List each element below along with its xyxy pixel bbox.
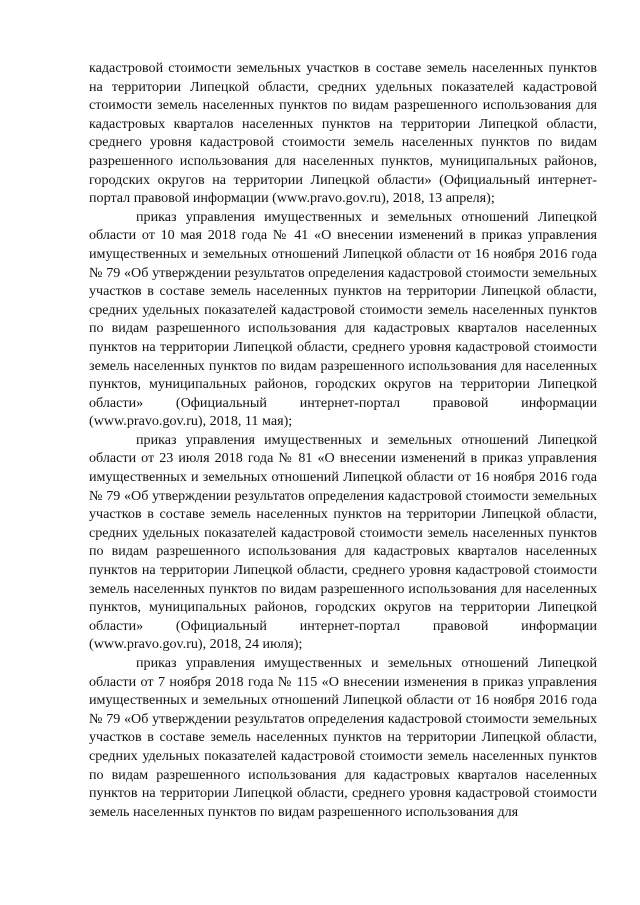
document-body xyxy=(89,59,597,821)
paragraph-4: приказ управления имущественных и земельных отношений Липецкой области от 7 ноября 2018 года № 115 «О внесении изменения в приказ управления имущественных и земельных отношений Липецкой области от 16 ноября 2016 года № 79 «Об утверждении результатов определения кадастровой стоимости земельных участков в составе земель населенных пунктов на территории Липецкой области, средних удельных показателей кадастровой стоимости земель населенных пунктов по видам разрешенного использования для кадастровых кварталов населенных пунктов на территории Липецкой области, среднего уровня кадастровой стоимости земель населенных пунктов по видам разрешенного использования для xyxy=(89,655,597,820)
paragraph-1: кадастровой стоимости земельных участков в составе земель населенных пунктов на территории Липецкой области, средних удельных показателей кадастровой стоимости земель населенных пунктов по видам разрешенного использования для кадастровых кварталов населенных пунктов на территории Липецкой области, среднего уровня кадастровой стоимости земель населенных пунктов по видам разрешенного использования для населенных пунктов, муниципальных районов, городских округов на территории Липецкой области» (Официальный интернет-портал правовой информации (www.pravo.gov.ru), 2018, 13 апреля); xyxy=(89,60,597,207)
paragraph-3: приказ управления имущественных и земельных отношений Липецкой области от 23 июля 2018 года № 81 «О внесении изменений в приказ управления имущественных и земельных отношений Липецкой области от 16 ноября 2016 года № 79 «Об утверждении результатов определения кадастровой стоимости земельных участков в составе земель населенных пунктов на территории Липецкой области, средних удельных показателей кадастровой стоимости земель населенных пунктов по видам разрешенного использования для кадастровых кварталов населенных пунктов на территории Липецкой области, среднего уровня кадастровой стоимости земель населенных пунктов по видам разрешенного использования для населенных пунктов, муниципальных районов, городских округов на территории Липецкой области» (Официальный интернет-портал правовой информации (www.pravo.gov.ru), 2018, 24 июля); xyxy=(89,431,597,653)
paragraph-2: приказ управления имущественных и земельных отношений Липецкой области от 10 мая 2018 года № 41 «О внесении изменений в приказ управления имущественных и земельных отношений Липецкой области от 16 ноября 2016 года № 79 «Об утверждении результатов определения кадастровой стоимости земельных участков в составе земель населенных пунктов на территории Липецкой области, средних удельных показателей кадастровой стоимости земель населенных пунктов по видам разрешенного использования для кадастровых кварталов населенных пунктов на территории Липецкой области, среднего уровня кадастровой стоимости земель населенных пунктов по видам разрешенного использования для населенных пунктов, муниципальных районов, городских округов на территории Липецкой области» (Официальный интернет-портал правовой информации (www.pravo.gov.ru), 2018, 11 мая); xyxy=(89,208,597,430)
